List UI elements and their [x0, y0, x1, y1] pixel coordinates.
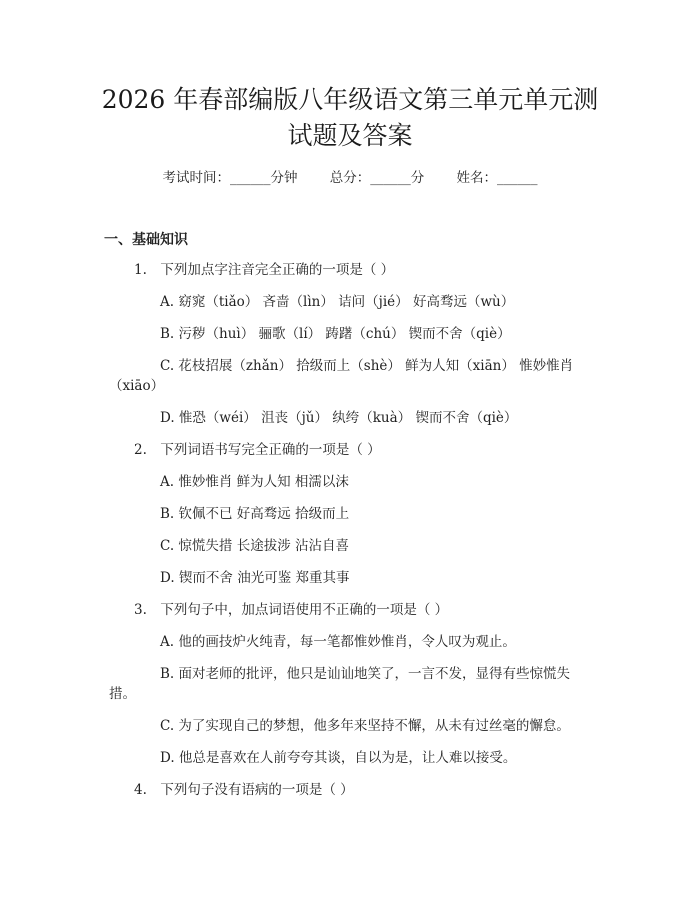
- section-heading-basic: 一、基础知识: [104, 232, 188, 248]
- question-2-option-a: A. 惟妙惟肖 鲜为人知 相濡以沫: [160, 474, 349, 490]
- question-4-stem: 4. 下列句子没有语病的一项是（ ）: [134, 782, 354, 798]
- question-1-option-d: D. 惟恐（wéi） 沮丧（jǔ） 纨绔（kuà） 锲而不舍（qiè）: [160, 410, 518, 426]
- question-1-option-b: B. 污秽（huì） 骊歌（lí） 踌躇（chú） 锲而不舍（qiè）: [160, 326, 511, 342]
- title-line-2: 试题及答案: [287, 121, 413, 150]
- question-3-stem: 3. 下列句子中，加点词语使用不正确的一项是（ ）: [134, 602, 449, 618]
- exam-name: 姓名：______: [456, 170, 538, 186]
- exam-time: 考试时间：______分钟: [162, 170, 298, 186]
- title-line-1: 2026 年春部编版八年级语文第三单元单元测: [101, 85, 599, 114]
- question-1-option-a: A. 窈窕（tiǎo） 吝啬（lìn） 诘问（jié） 好高骛远（wù）: [160, 294, 515, 310]
- question-2-option-c: C. 惊慌失措 长途拔涉 沾沾自喜: [160, 538, 350, 554]
- exam-score: 总分：______分: [329, 170, 425, 186]
- question-1-option-c: C. 花枝招展（zhǎn） 拾级而上（shè） 鲜为人知（xiān） 惟妙惟肖: [160, 358, 574, 374]
- question-2-stem: 2. 下列词语书写完全正确的一项是（ ）: [134, 442, 381, 458]
- question-1-stem: 1. 下列加点字注音完全正确的一项是（ ）: [134, 262, 395, 278]
- question-3-option-b: B. 面对老师的批评，他只是讪讪地笑了，一言不发，显得有些惊慌失: [160, 666, 571, 682]
- question-3-option-a: A. 他的画技炉火纯青，每一笔都惟妙惟肖，令人叹为观止。: [160, 634, 516, 650]
- question-2-option-b: B. 钦佩不已 好高骛远 拾级而上: [160, 506, 350, 522]
- question-2-option-d: D. 锲而不舍 油光可鉴 郑重其事: [160, 570, 350, 586]
- question-1-option-c-wrap: （xiāo）: [109, 378, 165, 394]
- exam-meta: [0, 168, 700, 188]
- document-title: [0, 82, 700, 154]
- question-3-option-c: C. 为了实现自己的梦想，他多年来坚持不懈，从未有过丝毫的懈怠。: [160, 718, 570, 734]
- question-3-option-d: D. 他总是喜欢在人前夸夸其谈，自以为是，让人难以接受。: [160, 750, 517, 766]
- question-3-option-b-wrap: 措。: [109, 686, 136, 702]
